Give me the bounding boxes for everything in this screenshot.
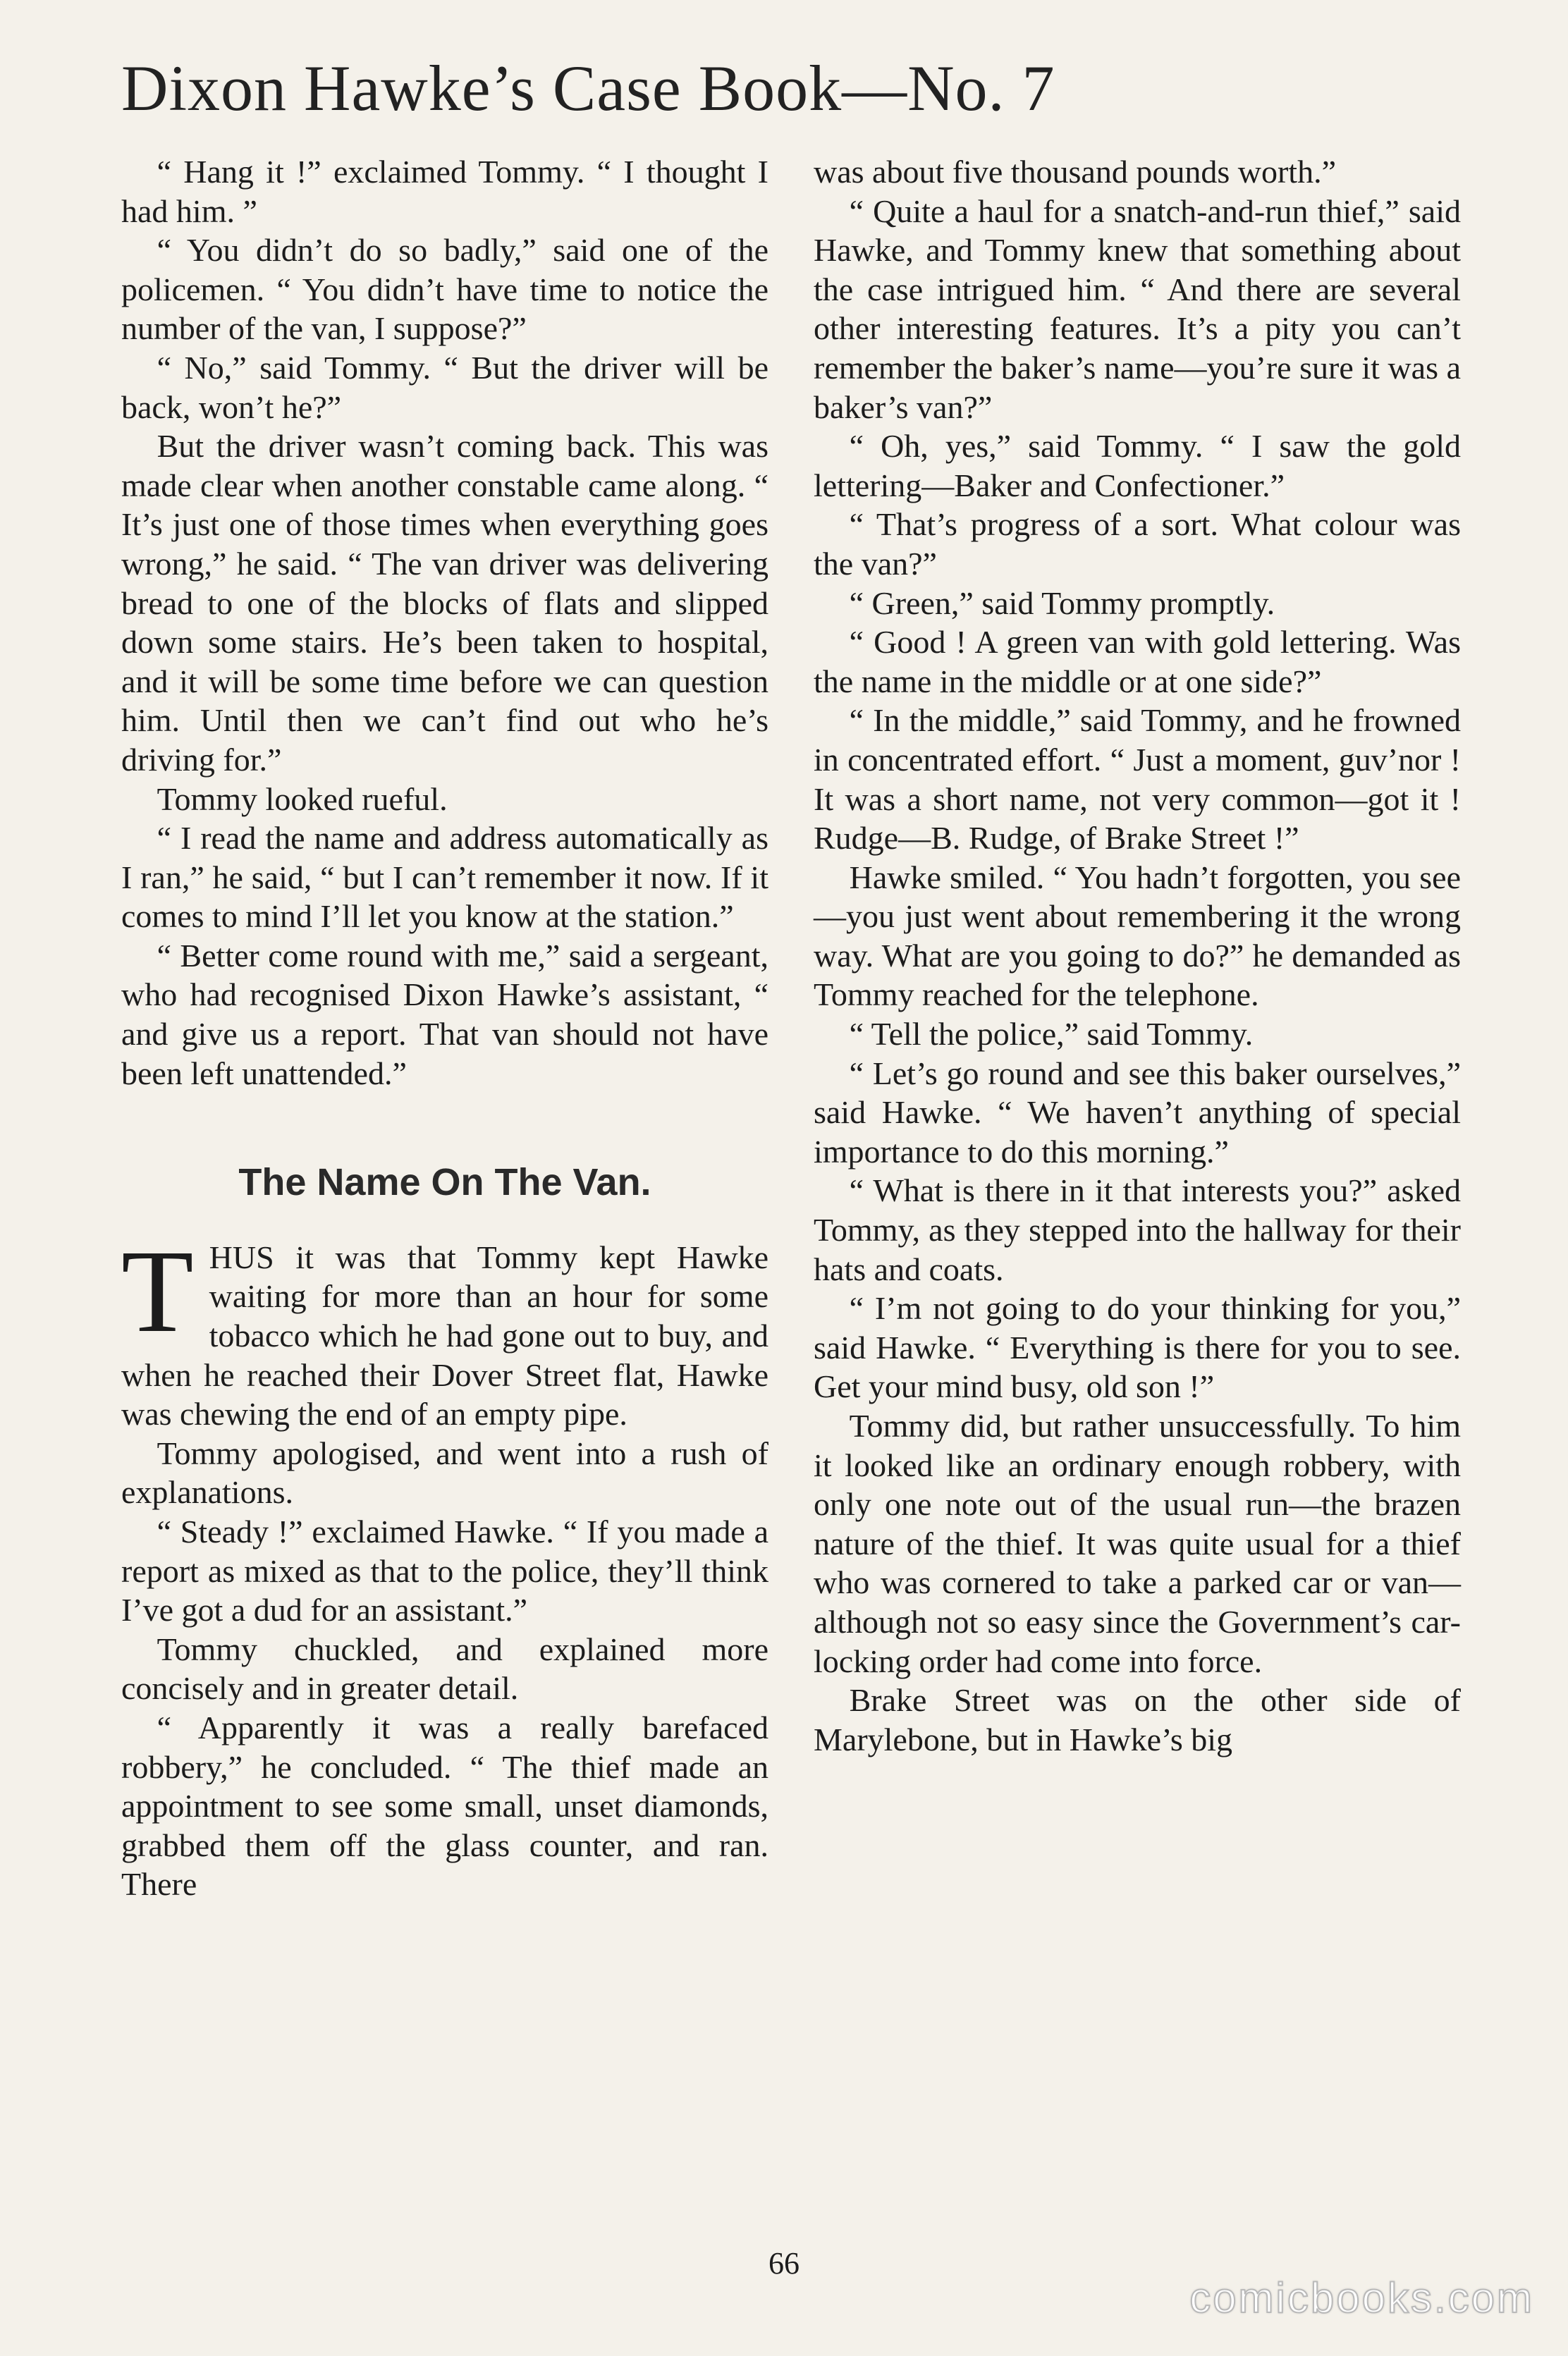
paragraph: Tommy did, but rather unsuccessfully. To him it looked like an ordinary enough robbery, with only one note out of the usual run—the brazen nature of the thief. It was quite usual for a thief who was cornered to take a parked car or van—although not so easy since the Government’s car-locking order had come into force. (814, 1408, 1461, 1679)
section-heading: The Name On The Van. (238, 1161, 651, 1204)
drop-cap: T (121, 1225, 194, 1357)
right-column (814, 152, 1461, 1759)
paragraph: But the driver wasn’t coming back. This was made clear when another constable came along. “ It’s just one of those times when everything goes wrong,” he said. “ The van driver was delivering bread to one of the blocks of flats and slipped down some stairs. He’s been taken to hospital, and it will be some time before we can question him. Until then we can’t find out who he’s driving for.” (121, 428, 768, 778)
paragraph: “ No,” said Tommy. “ But the driver will be back, won’t he?” (121, 349, 768, 425)
paragraph: “ Apparently it was a really barefaced robbery,” he concluded. “ The thief made an appointment to see some small, unset diamonds, grabbed them off the glass counter, and ran. There (121, 1709, 768, 1903)
paragraph: “ Better come round with me,” said a sergeant, who had recognised Dixon Hawke’s assistant, “ and give us a report. That van should not have been left unattended.” (121, 937, 768, 1091)
paragraph: “ Steady !” exclaimed Hawke. “ If you made a report as mixed as that to the police, they’ll think I’ve got a dud for an assistant.” (121, 1514, 768, 1628)
page-number: 66 (768, 2246, 800, 2281)
paragraph: Tommy looked rueful. (157, 780, 448, 817)
paragraph: Tommy chuckled, and explained more concisely and in greater detail. (121, 1631, 768, 1707)
page-title: Dixon Hawke’s Case Book—No. 7 (121, 52, 1055, 124)
paragraph: Brake Street was on the other side of Marylebone, but in Hawke’s big (814, 1682, 1461, 1757)
watermark: comicbooks.com (1189, 2274, 1534, 2321)
paragraph: Tommy apologised, and went into a rush of explanations. (121, 1435, 768, 1511)
paragraph: “ I read the name and address automatically as I ran,” he said, “ but I can’t remember it now. If it comes to mind I’ll let you know at the station.” (121, 820, 768, 935)
paragraph: “ You didn’t do so badly,” said one of the policemen. “ You didn’t have time to notice the number of the van, I suppose?” (121, 232, 768, 347)
paragraph: “ Green,” said Tommy promptly. (849, 584, 1275, 621)
dropcap-paragraph-text: HUS it was that Tommy kept Hawke waiting for more than an hour for some tobacco which he had gone out to buy, and when he reached their Dover Street flat, Hawke was chewing the end of an empty pipe. (121, 1239, 768, 1432)
paragraph: “ That’s progress of a sort. What colour was the van?” (814, 506, 1461, 582)
left-column (121, 152, 768, 1904)
paragraph: “ In the middle,” said Tommy, and he frowned in concentrated effort. “ Just a moment, guv’nor ! It was a short name, not very common—got it ! Rudge—B. Rudge, of Brake Street !” (814, 702, 1461, 857)
paragraph: Hawke smiled. “ You hadn’t forgotten, you see—you just went about remembering it the wrong way. What are you going to do?” he demanded as Tommy reached for the telephone. (814, 859, 1461, 1013)
paragraph: “ Tell the police,” said Tommy. (849, 1016, 1254, 1053)
paragraph: “ Let’s go round and see this baker ourselves,” said Hawke. “ We haven’t anything of special importance to do this morning.” (814, 1055, 1461, 1170)
paragraph-continuation: was about five thousand pounds worth.” (814, 154, 1336, 190)
paragraph: “ Hang it !” exclaimed Tommy. “ I thought I had him. ” (121, 154, 768, 229)
dropcap-paragraph (121, 1225, 768, 1434)
paragraph: “ Oh, yes,” said Tommy. “ I saw the gold lettering—Baker and Confectioner.” (814, 428, 1461, 503)
paragraph: “ Quite a haul for a snatch-and-run thief,” said Hawke, and Tommy knew that something about the case intrigued him. “ And there are several other interesting features. It’s a pity you can’t remember the baker’s name—you’re sure it was a baker’s van?” (814, 192, 1461, 425)
paragraph: “ Good ! A green van with gold lettering. Was the name in the middle or at one side?” (814, 624, 1461, 699)
paragraph: “ I’m not going to do your thinking for you,” said Hawke. “ Everything is there for you to see. Get your mind busy, old son !” (814, 1290, 1461, 1405)
paragraph: “ What is there in it that interests you?” asked Tommy, as they stepped into the hallway for their hats and coats. (814, 1172, 1461, 1287)
